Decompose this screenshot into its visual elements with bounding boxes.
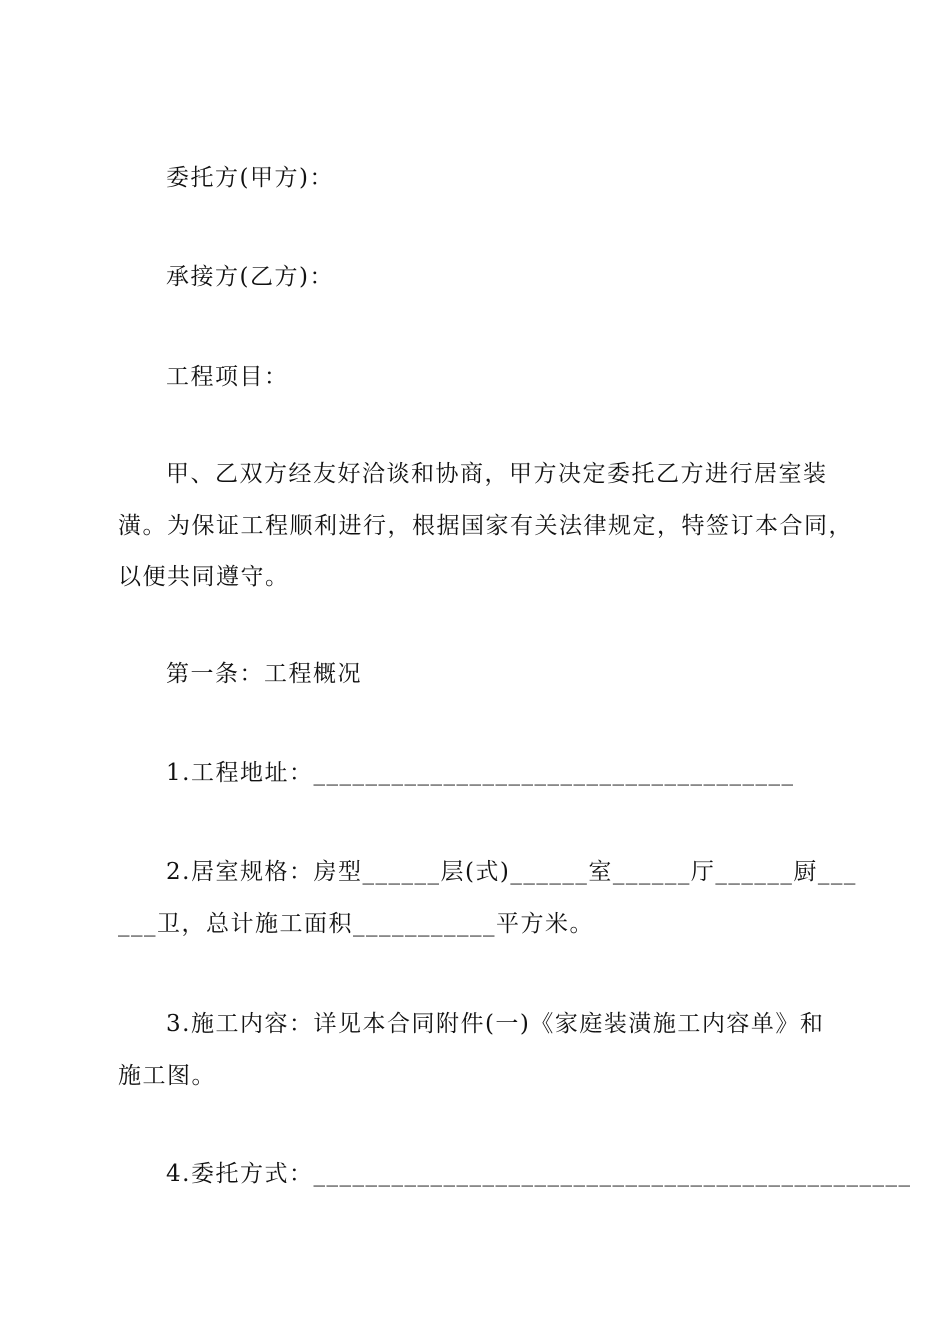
item-2-layout-line-1: 2.居室规格：房型______层(式)______室______厅______厨___ bbox=[166, 859, 857, 885]
intro-paragraph-line-3: 以便共同遵守。 bbox=[118, 564, 290, 590]
item-4-entrustment-method: 4.委托方式：______________________________________________ bbox=[166, 1161, 912, 1187]
intro-paragraph-line-1: 甲、乙双方经友好洽谈和协商，甲方决定委托乙方进行居室装 bbox=[166, 461, 828, 487]
contractor-party-line: 承接方(乙方)： bbox=[166, 264, 334, 290]
item-3-content-line-1: 3.施工内容：详见本合同附件(一)《家庭装潢施工内容单》和 bbox=[166, 1011, 825, 1037]
item-1-address: 1.工程地址：_____________________________________ bbox=[166, 760, 795, 786]
article-1-title: 第一条：工程概况 bbox=[166, 661, 362, 687]
intro-paragraph-line-2: 潢。为保证工程顺利进行，根据国家有关法律规定，特签订本合同， bbox=[118, 513, 853, 539]
client-party-line: 委托方(甲方)： bbox=[166, 165, 334, 191]
item-2-layout-line-2: ___卫，总计施工面积___________平方米。 bbox=[118, 911, 594, 937]
item-3-content-line-2: 施工图。 bbox=[118, 1063, 216, 1089]
project-line: 工程项目： bbox=[166, 364, 289, 390]
